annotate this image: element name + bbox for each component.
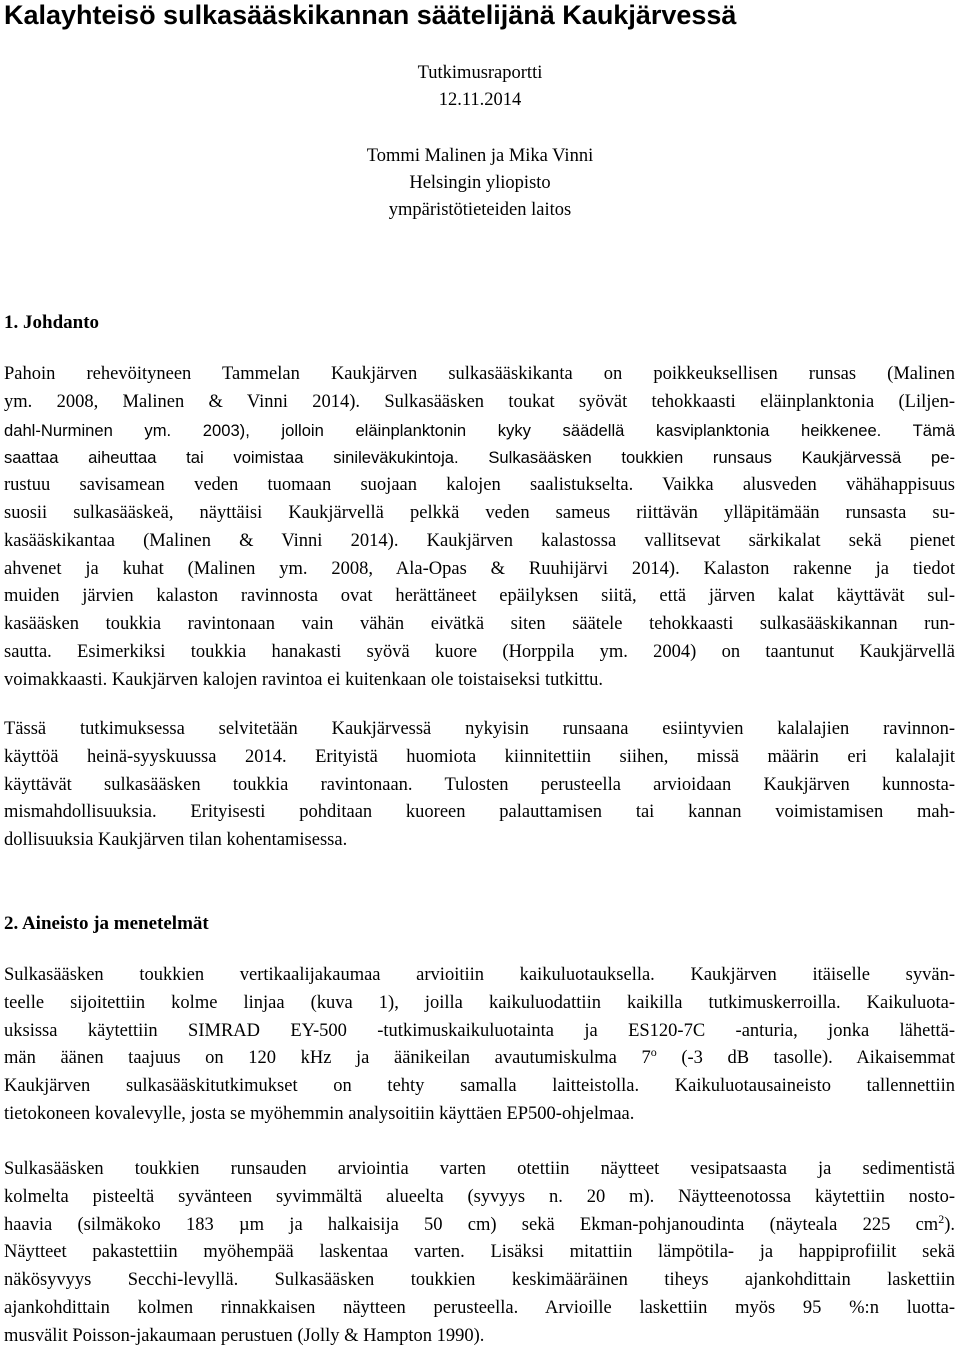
section-heading: 1. Johdanto	[4, 312, 100, 333]
text-line: dahl-Nurminen ym. 2003), jolloin eläinplanktonin kyky säädellä kasviplanktonia heikkenee. Tämä	[4, 420, 955, 440]
report-department: ympäristötieteiden laitos	[388, 200, 572, 220]
report-authors-block	[0, 143, 960, 224]
text-fragment: ).	[944, 1214, 955, 1235]
text-line: tietokoneen kovalevylle, josta se myöhemmin analysoitiin käyttäen EP500-ohjelmaa.	[4, 1103, 635, 1124]
text-line: rustuu savisamean veden tuomaan suojaan kalojen saalistukselta. Vaikka alusveden vähähappisuus	[4, 475, 955, 496]
report-date: 12.11.2014	[438, 90, 522, 110]
text-line: musvälit Poisson-jakaumaan perustuen (Jolly & Hampton 1990).	[4, 1325, 485, 1346]
text-line: muiden järvien kalaston ravinnosta ovat herättäneet epäilyksen siitä, että järven kalat käyttävät sul-	[4, 586, 955, 607]
text-fragment: män äänen taajuus on 120 kHz ja äänikeilan avautumiskulma 7	[4, 1048, 651, 1069]
text-line: Näytteet pakastettiin myöhempää laskentaa varten. Lisäksi mitattiin lämpötila- ja happiprofiilit sekä	[4, 1242, 955, 1263]
text-line	[4, 1045, 955, 1073]
report-university: Helsingin yliopisto	[409, 173, 551, 193]
text-line: Sulkasääsken toukkien runsauden arviointia varten otettiin näytteet vesipatsaasta ja sedimentistä	[4, 1159, 955, 1179]
text-line: Tässä tutkimuksessa selvitetään Kaukjärvessä nykyisin runsaana esiintyvien kalalajien ravinnon-	[4, 719, 955, 739]
report-authors: Tommi Malinen ja Mika Vinni	[366, 146, 594, 166]
paragraph	[4, 361, 955, 695]
text-line: kasääsken toukkia ravintonaan vain vähän eivätkä siten säätele tehokkaasti sulkasääskikannan run-	[4, 614, 955, 635]
text-line: näkösyvyys Secchi-levyllä. Sulkasääsken toukkien keskimääräinen tiheys ajankohdittain laskettiin	[4, 1270, 955, 1291]
area-superscript: 2	[938, 1211, 945, 1226]
report-meta	[0, 60, 960, 114]
text-line: saattaa aiheuttaa tai voimistaa sinileväkukintoja. Sulkasääsken toukkien runsaus Kaukjärvessä pe-	[4, 448, 955, 468]
text-line: uksissa käytettiin SIMRAD EY-500 -tutkimuskaikuluotainta ja ES120-7C -anturia, jonka lähettä-	[4, 1020, 955, 1041]
paragraph	[4, 716, 955, 855]
text-line: sautta. Esimerkiksi toukkia hanakasti syövä kuore (Horppila ym. 2004) on taantunut Kaukjärvellä	[4, 641, 955, 662]
degree-superscript: o	[650, 1045, 657, 1060]
text-line: Sulkasääsken toukkien vertikaalijakaumaa arvioitiin kaikuluotauksella. Kaukjärven itäiselle syvän-	[4, 965, 955, 985]
text-line: käyttöä heinä-syyskuussa 2014. Erityistä huomiota kiinnitettiin siihen, missä määrin eri kalalajit	[4, 746, 955, 767]
text-line: kolmelta pisteeltä syvänteen syvimmältä alueelta (syvyys n. 20 m). Näytteenotossa käytettiin nosto-	[4, 1186, 955, 1207]
text-line: Kaukjärven sulkasääskitutkimukset on tehty samalla laitteistolla. Kaikuluotausaineisto tallennettiin	[4, 1076, 955, 1097]
report-type: Tutkimusraportti	[417, 63, 543, 83]
text-line: ym. 2008, Malinen & Vinni 2014). Sulkasääsken toukat syövät tehokkaasti eläinplanktonia (Liljen-	[4, 391, 955, 412]
text-line: voimakkaasti. Kaukjärven kalojen ravintoa ei kuitenkaan ole toistaiseksi tutkittu.	[4, 669, 604, 690]
section-heading: 2. Aineisto ja menetelmät	[4, 913, 209, 934]
text-line: ahvenet ja kuhat (Malinen ym. 2008, Ala-Opas & Ruuhijärvi 2014). Kalaston rakenne ja tiedot	[4, 558, 955, 579]
text-line: käyttävät sulkasääsken toukkia ravintonaan. Tulosten perusteella arvioidaan Kaukjärven kunnosta-	[4, 774, 955, 795]
text-line: Pahoin rehevöityneen Tammelan Kaukjärven sulkasääskikanta on poikkeuksellisen runsas (Malinen	[4, 364, 955, 384]
paragraph	[4, 962, 955, 1129]
text-line: teelle sijoitettiin kolme linjaa (kuva 1), joilla kaikuluodattiin kaikilla tutkimuskerroilla. Kaikuluota-	[4, 992, 955, 1013]
text-line: kasääskikantaa (Malinen & Vinni 2014). Kaukjärven kalastossa vallitsevat särkikalat sekä pienet	[4, 530, 955, 551]
text-line: ajankohdittain kolmen rinnakkaisen näytteen perusteella. Arvioille laskettiin myös 95 %:n luotta-	[4, 1297, 955, 1318]
text-line: dollisuuksia Kaukjärven tilan kohentamisessa.	[4, 830, 348, 851]
text-fragment: haavia (silmäkoko 183 µm ja halkaisija 50 cm) sekä Ekman-pohjanoudinta (näyteala 225 cm	[4, 1214, 939, 1235]
text-line: suosii sulkasääskeä, näyttäisi Kaukjärvellä pelkkä veden sameus riittävän ylläpitämään runsasta su-	[4, 502, 955, 523]
text-line: mismahdollisuuksia. Erityisesti pohditaan kuoreen palauttamisen tai kannan voimistamisen mah-	[4, 802, 955, 823]
text-line	[4, 1212, 955, 1240]
text-fragment: (-3 dB tasolle). Aikaisemmat	[656, 1048, 955, 1069]
document-title: Kalayhteisö sulkasääskikannan säätelijänä Kaukjärvessä	[4, 0, 737, 30]
paragraph	[4, 1156, 955, 1351]
